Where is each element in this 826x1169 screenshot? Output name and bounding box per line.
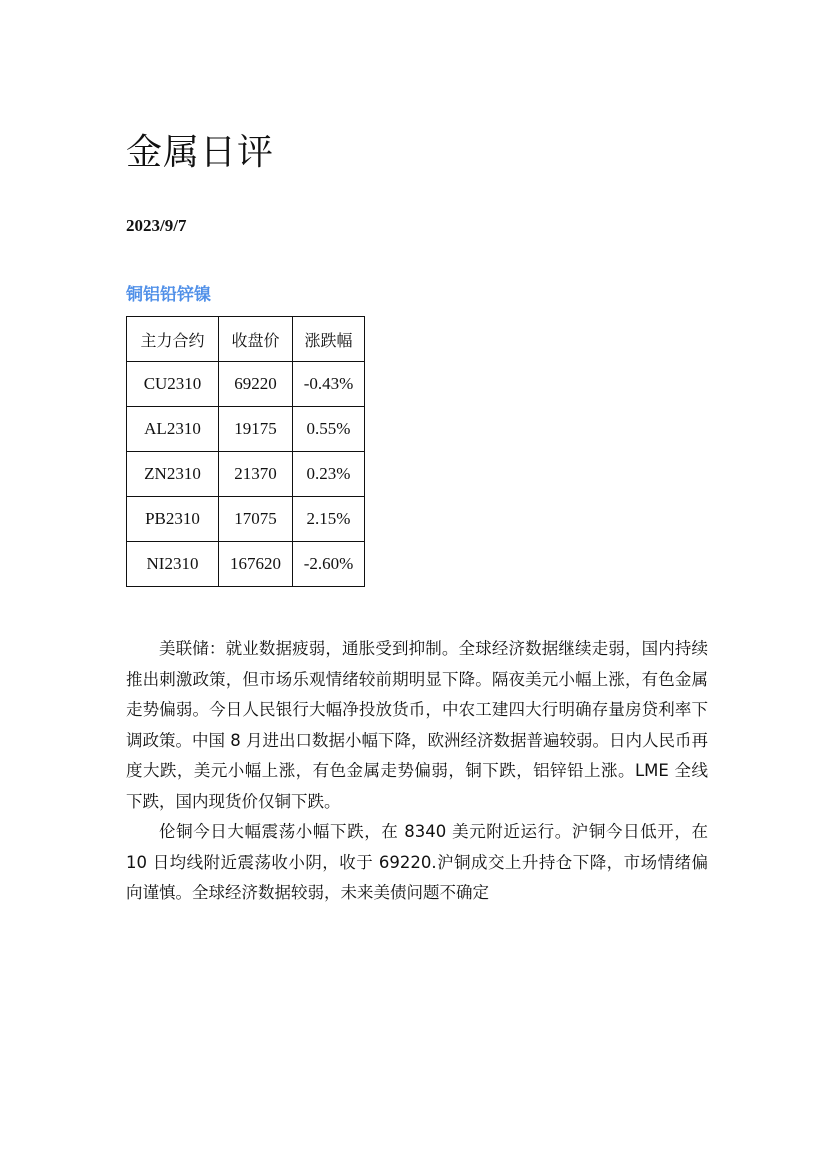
change-cell: -2.60%: [293, 542, 365, 587]
section-heading-metals: 铜铝铅锌镍: [126, 285, 211, 305]
column-header-close: 收盘价: [219, 317, 293, 362]
table-row: [127, 407, 365, 452]
paragraph-copy: 伦铜今日大幅震荡小幅下跌，在 8340 美元附近运行。沪铜今日低开，在 10 日均线附近震荡收小阴，收于 69220.沪铜成交上升持仓下降，市场情绪偏向谨慎。全球经济数据较弱，未来美债问题不确定: [126, 822, 708, 902]
change-cell: 0.23%: [293, 452, 365, 497]
close-price-cell: 21370: [219, 452, 293, 497]
change-cell: -0.43%: [293, 362, 365, 407]
report-date: 2023/9/7: [126, 216, 187, 235]
table-row: [127, 362, 365, 407]
contract-cell: ZN2310: [127, 452, 219, 497]
table-row: [127, 452, 365, 497]
contract-cell: PB2310: [127, 497, 219, 542]
contract-cell: CU2310: [127, 362, 219, 407]
close-price-cell: 17075: [219, 497, 293, 542]
column-header-contract: 主力合约: [127, 317, 219, 362]
paragraph-macro: 美联储：就业数据疲弱，通胀受到抑制。全球经济数据继续走弱，国内持续推出刺激政策，但市场乐观情绪较前期明显下降。隔夜美元小幅上涨，有色金属走势偏弱。今日人民银行大幅净投放货币，中农工建四大行明确存量房贷利率下调政策。中国 8 月进出口数据小幅下降，欧洲经济数据普遍较弱。日内人民币再度大跌，美元小幅上涨，有色金属走势偏弱，铜下跌，铝锌铅上涨。LME 全线下跌，国内现货价仅铜下跌。: [126, 639, 708, 811]
change-cell: 0.55%: [293, 407, 365, 452]
close-price-cell: 19175: [219, 407, 293, 452]
column-header-change: 涨跌幅: [293, 317, 365, 362]
table-header-row: [127, 317, 365, 362]
price-table: [126, 316, 365, 587]
change-cell: 2.15%: [293, 497, 365, 542]
close-price-cell: 167620: [219, 542, 293, 587]
page-title: 金属日评: [126, 132, 275, 173]
table-row: [127, 497, 365, 542]
table-row: [127, 542, 365, 587]
commentary-body: [126, 634, 708, 909]
contract-cell: NI2310: [127, 542, 219, 587]
contract-cell: AL2310: [127, 407, 219, 452]
close-price-cell: 69220: [219, 362, 293, 407]
